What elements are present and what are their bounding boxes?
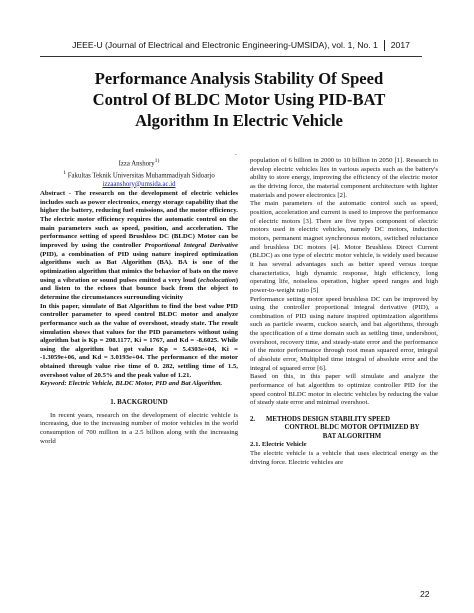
section-title-line: CONTROL BLDC MOTOR OPTIMIZED BY — [284, 424, 420, 432]
author-superscript: 1) — [154, 158, 160, 164]
author-name: Izza Anshory — [118, 160, 155, 168]
body-paragraph: Performance setting motor speed brushless DC can be improved by using the controller proportional integral derivative (PID), a combination of PID using nature inspired optimization algorithms such as particle swarm, cuckoo search, and bat algorithms, through the specification of a time domain such as settling time, undershoot, overshoot, recovery time, and steady-state error and the performance of the motor performance through root mean squared error, integral of absolute error, Multiplied time integral of absolute error and the integral of squared error [6]. — [250, 295, 438, 372]
keywords: Keyword: Electric Vehicle, BLDC Motor, PID and Bat Algorithm. — [40, 380, 223, 388]
body-paragraph: population of 6 billion in 2000 to 10 billion in 2050 [1]. Research to develop electric vehicles lies in various aspects such as the battery's ability to store energy, improving the efficiency of the electric motor as the driving force, the material component architecture with lighter materials and power electronics [2]. — [250, 157, 438, 199]
subsection-heading: 2.1. Electric Vehicle — [250, 441, 307, 449]
abstract-text: ) and listen to the echoes that bounce back from the object to determine the circumstances surrounding vicinity — [40, 276, 238, 301]
body-paragraph: The electric vehicle is a vehicle that uses electrical energy as the driving force. Electric vehicles are — [250, 449, 438, 466]
page-number: 22 — [420, 589, 430, 599]
section-title-line: BAT ALGORITHM — [322, 432, 382, 440]
journal-name: JEEE-U (Journal of Electrical and Electronic Engineering-UMSIDA), vol. 1, No. 1 — [72, 40, 378, 50]
affiliation-superscript: 1 — [63, 169, 67, 176]
section-heading-background: 1. BACKGROUND — [110, 399, 168, 407]
paper-title — [40, 68, 438, 131]
title-line: Algorithm In Electric Vehicle — [135, 111, 343, 130]
abstract-text: (PID), a combination of PID using nature inspired optimization algorithms such as Bat Algorithm (BA). BA is one of the optimization algorithm that mimics the behavior of bats on the move using a vibration or sound pulses emitted a very loud ( — [40, 250, 238, 284]
background-paragraph: In recent years, research on the development of electric vehicle is increasing, due to the increasing number of motor vehicles in the world consumption of 700 million in a 2.5 billion along with the increasing world — [40, 411, 238, 445]
journal-year: 2017 — [390, 40, 410, 50]
header-rule — [40, 56, 422, 57]
section-number: 2. — [250, 416, 256, 424]
author-name-line — [40, 157, 238, 169]
title-line: Performance Analysis Stability Of Speed — [94, 69, 384, 88]
abstract-text: Abstract - The research on the development of electric vehicles includes such as power electronics, energy storage capability that the higher the battery, reducing fuel emissions, and the motor efficiency. The electric motor efficiency requires the automatic control on the main parameters such as speed, position, and acceleration. The performance setting of speed Brushless DC (BLDC) Motor can be improved by using the controller — [40, 190, 238, 249]
right-column — [250, 157, 438, 467]
running-header — [60, 40, 422, 51]
author-affiliation-line — [40, 169, 238, 181]
abstract-paragraph — [40, 190, 238, 303]
section-heading-methods — [250, 416, 438, 441]
author-block — [40, 157, 238, 189]
author-email-line — [40, 181, 238, 190]
abstract-italic-term: echolocation — [200, 276, 236, 284]
title-line: Control Of BLDC Motor Using PID-BAT — [92, 90, 386, 109]
abstract-italic-term: Proportional Integral Derivative — [144, 241, 238, 249]
separator-dot: . — [235, 149, 237, 157]
body-paragraph: Based on this, in this paper will simulate and analyze the performance of bat algorithm to optimize controller PID for the speed control BLDC motor in electric vehicles by reducing the value of steady state error and minimal overshoot. — [250, 373, 438, 407]
body-paragraph: The main parameters of the automatic control such as speed, position, acceleration and current is used to improve the performance of electric motors [3]. There are five types component of electric motors used in electric vehicles, namely DC motors, induction motors, permanent magnet synchronous motors, switched reluctance and brushless DC motors [4]. Motor Brushless Direct Current (BLDC) as one type of electric motor vehicle, is widely used because it has several advantages such as better speed versus torque characteristics, high dynamic response, high efficiency, long operating life, noiseless operation, higher speed ranges and high power-to-weight ratio [5] — [250, 200, 438, 294]
abstract-results-paragraph: In this paper, simulate of Bat Algorithm to find the best value PID controller parameter to speed control BLDC motor and analyze performance such as the value of overshoot, steady state. The result simulation shows that values for the PID parameters without using algorithm bat is Kp = 208.1177, Ki = 1767, and Kd = -8.6025. While using the algorithm bat got value Kp = 5.4303e+04, Ki = -1.3059e+06, and Kd = 3.0193e+04. The performance of the motor obtained through value rise time of 0. 282, settling time of 1.5, overshoot value of 20.5% and the peak value of 1.21. — [40, 302, 238, 379]
section-title-line: METHODS DESIGN STABILITY SPEED — [266, 416, 391, 424]
header-separator — [384, 40, 385, 51]
author-affiliation: Fakultas Teknik Universitas Muhammadiyah Sidoarjo — [67, 172, 215, 180]
author-email-link[interactable]: izzaanshory@umsida.ac.id — [102, 180, 176, 188]
left-column — [40, 190, 238, 446]
